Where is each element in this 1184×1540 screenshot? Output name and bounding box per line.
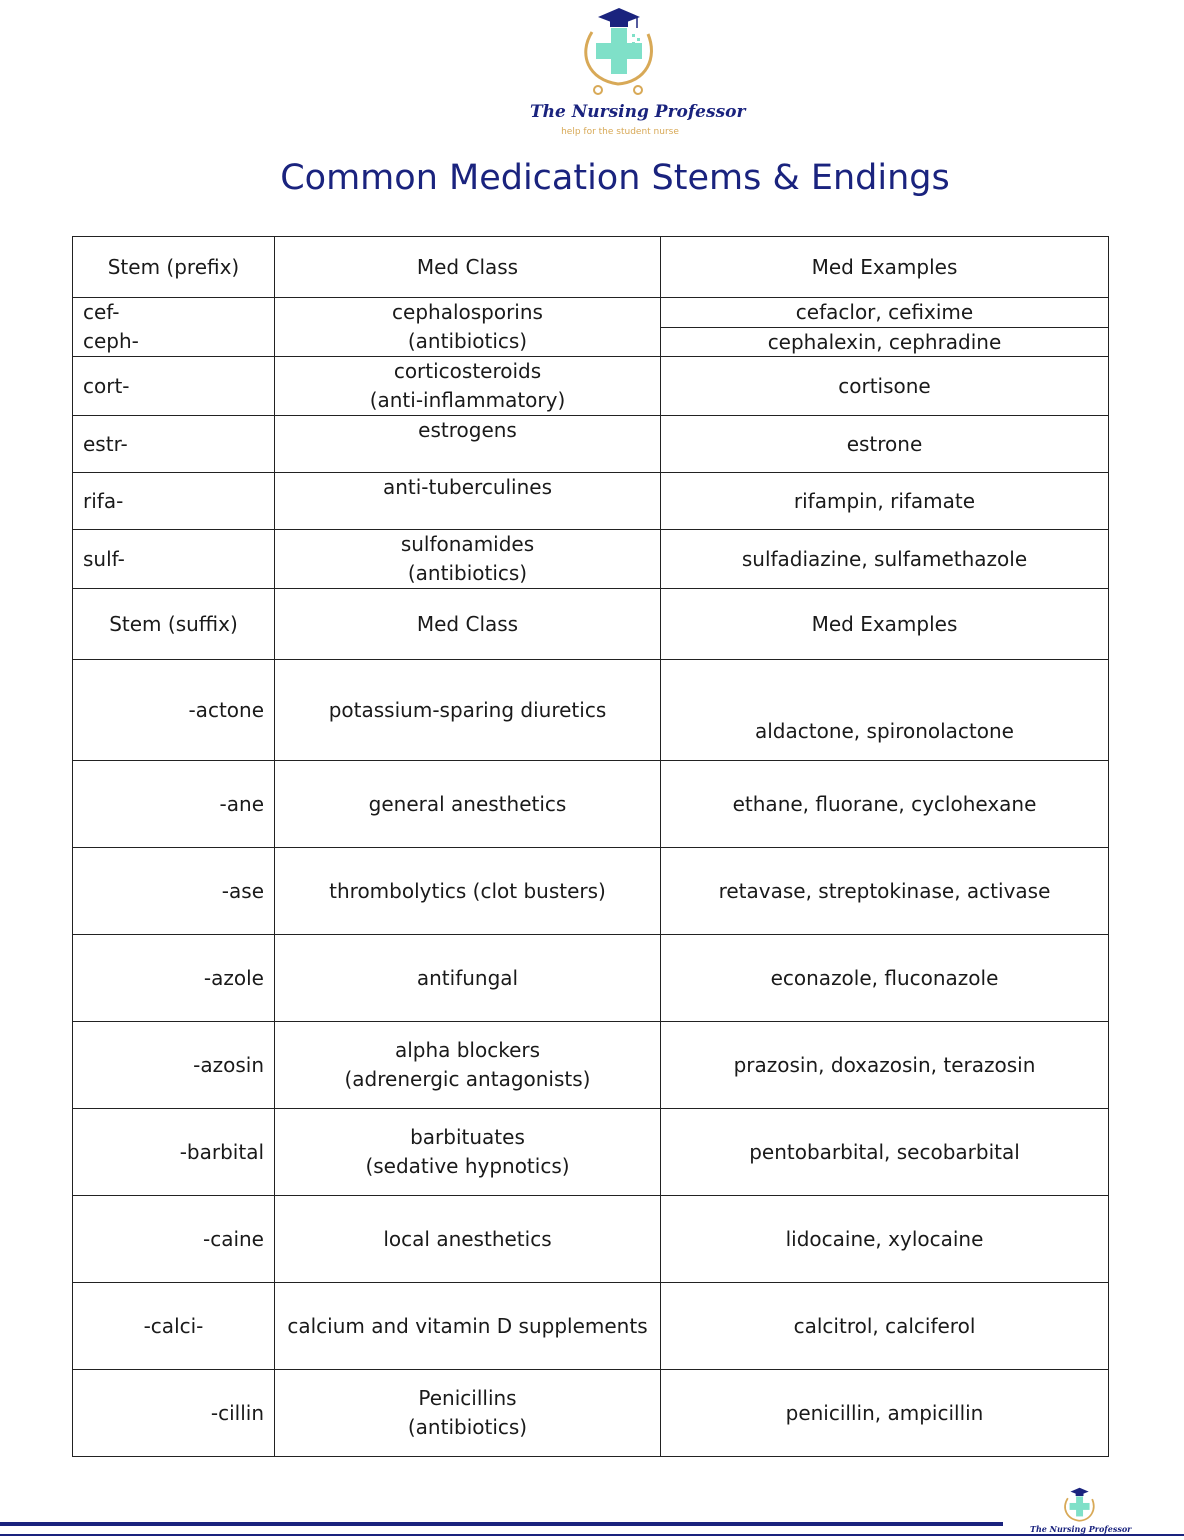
header-med-class: Med Class	[275, 237, 661, 298]
class-cell	[275, 1109, 661, 1196]
suffix-header-row	[73, 589, 1109, 660]
table-row	[73, 473, 1109, 530]
example-cell: sulfadiazine, sulfamethazole	[661, 530, 1109, 589]
stem-cell	[73, 298, 275, 357]
nursing-logo-icon	[574, 4, 666, 96]
table-row	[73, 416, 1109, 473]
class-text: (anti-inflammatory)	[369, 388, 566, 412]
class-text: corticosteroids	[393, 359, 542, 383]
class-cell	[275, 1370, 661, 1457]
stem-cell: -ase	[73, 848, 275, 935]
example-cell: aldactone, spironolactone	[661, 660, 1109, 761]
stem-cell: -ane	[73, 761, 275, 848]
class-text: (antibiotics)	[407, 1415, 528, 1439]
example-cell: cefaclor, cefixime	[661, 298, 1109, 328]
header-med-class: Med Class	[275, 589, 661, 660]
class-cell: general anesthetics	[275, 761, 661, 848]
stem-cell: sulf-	[73, 530, 275, 589]
class-cell: calcium and vitamin D supplements	[275, 1283, 661, 1370]
class-text: cephalosporins	[392, 300, 543, 324]
stem-cell: -azole	[73, 935, 275, 1022]
example-cell: pentobarbital, secobarbital	[661, 1109, 1109, 1196]
class-cell: antifungal	[275, 935, 661, 1022]
stem-cell: -calci-	[73, 1283, 275, 1370]
stem-cell: estr-	[73, 416, 275, 473]
class-text: barbituates	[410, 1125, 525, 1149]
table-row	[73, 935, 1109, 1022]
stem-text: ceph-	[83, 329, 139, 353]
footer-divider	[0, 1522, 1003, 1526]
example-cell: cephalexin, cephradine	[661, 327, 1109, 357]
class-text: Penicillins	[418, 1386, 517, 1410]
example-cell: prazosin, doxazosin, terazosin	[661, 1022, 1109, 1109]
class-cell	[275, 530, 661, 589]
footer-divider-thin	[0, 1534, 1184, 1536]
table-row	[73, 660, 1109, 761]
table-row	[73, 530, 1109, 589]
table-row	[73, 298, 1109, 328]
stem-cell: -cillin	[73, 1370, 275, 1457]
stem-cell: -actone	[73, 660, 275, 761]
table-row	[73, 1109, 1109, 1196]
page-title: Common Medication Stems & Endings	[280, 158, 950, 198]
header-stem-suffix: Stem (suffix)	[73, 589, 275, 660]
table-row	[73, 1196, 1109, 1283]
nursing-logo-icon	[1060, 1486, 1100, 1526]
table-row	[73, 1022, 1109, 1109]
example-cell: estrone	[661, 416, 1109, 473]
medication-stems-table	[72, 236, 1109, 1457]
example-cell: rifampin, rifamate	[661, 473, 1109, 530]
stem-cell: cort-	[73, 357, 275, 416]
header-med-examples: Med Examples	[661, 237, 1109, 298]
class-cell: anti-tuberculines	[275, 473, 661, 530]
class-cell	[275, 357, 661, 416]
footer-logo	[1030, 1486, 1130, 1536]
table-row	[73, 848, 1109, 935]
class-text: (antibiotics)	[407, 329, 528, 353]
table-row	[73, 357, 1109, 416]
example-cell: retavase, streptokinase, activase	[661, 848, 1109, 935]
prefix-header-row	[73, 237, 1109, 298]
stem-cell: rifa-	[73, 473, 275, 530]
class-cell: local anesthetics	[275, 1196, 661, 1283]
class-text: (antibiotics)	[407, 561, 528, 585]
class-cell: estrogens	[275, 416, 661, 473]
stem-cell: -caine	[73, 1196, 275, 1283]
table-row	[73, 761, 1109, 848]
class-cell: thrombolytics (clot busters)	[275, 848, 661, 935]
example-cell: penicillin, ampicillin	[661, 1370, 1109, 1457]
class-cell: potassium-sparing diuretics	[275, 660, 661, 761]
example-cell: ethane, fluorane, cyclohexane	[661, 761, 1109, 848]
class-text: (sedative hypnotics)	[365, 1154, 570, 1178]
header-stem-prefix: Stem (prefix)	[73, 237, 275, 298]
example-cell: lidocaine, xylocaine	[661, 1196, 1109, 1283]
stem-cell: -azosin	[73, 1022, 275, 1109]
example-cell: calcitrol, calciferol	[661, 1283, 1109, 1370]
brand-tagline: help for the student nurse	[561, 127, 679, 137]
brand-logo	[530, 4, 746, 140]
example-cell: cortisone	[661, 357, 1109, 416]
class-text: alpha blockers	[394, 1038, 541, 1062]
brand-name: The Nursing Professor	[530, 102, 746, 122]
class-text: sulfonamides	[400, 532, 535, 556]
stem-text: cef-	[83, 300, 120, 324]
class-cell	[275, 1022, 661, 1109]
example-cell: econazole, fluconazole	[661, 935, 1109, 1022]
stem-cell: -barbital	[73, 1109, 275, 1196]
class-text: (adrenergic antagonists)	[344, 1067, 591, 1091]
header-med-examples: Med Examples	[661, 589, 1109, 660]
class-cell	[275, 298, 661, 357]
table-row	[73, 1283, 1109, 1370]
footer-brand-name: The Nursing Professor	[1030, 1524, 1132, 1534]
table-row	[73, 1370, 1109, 1457]
